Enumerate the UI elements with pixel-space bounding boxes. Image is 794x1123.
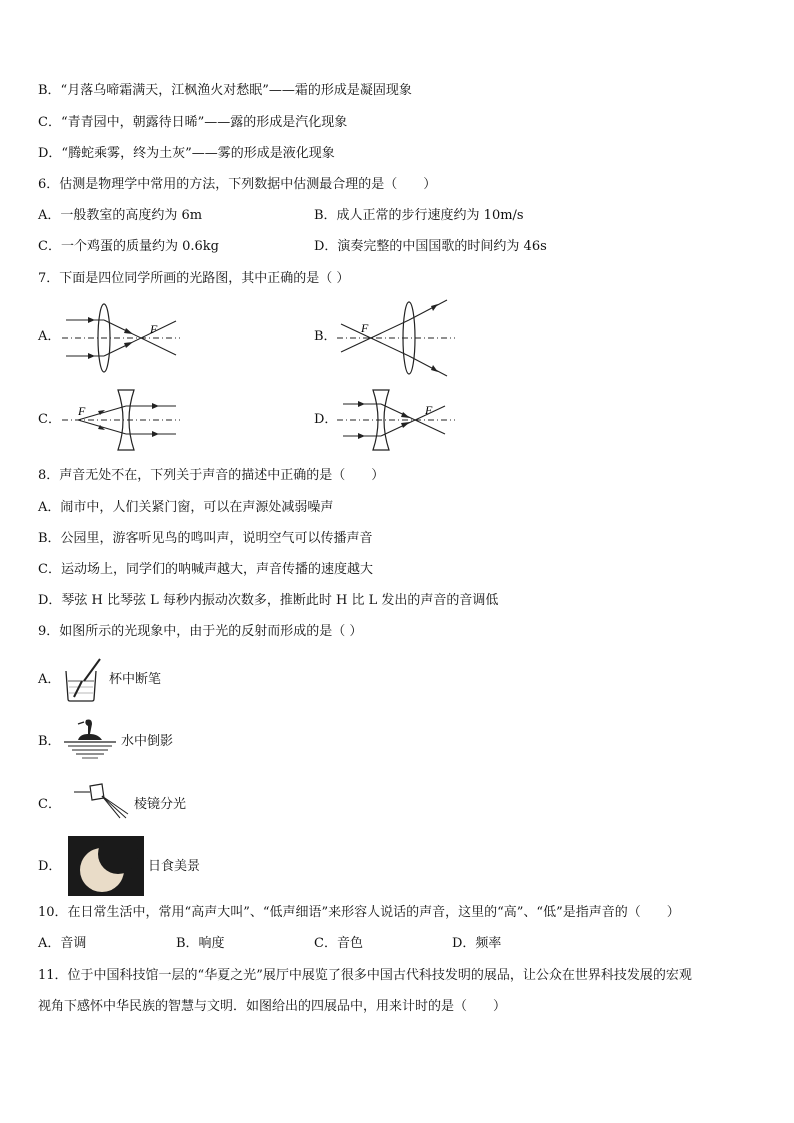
q9-label-b: B． — [38, 734, 61, 749]
q11-stem-line1: 11．位于中国科技馆一层的“华夏之光”展厅中展览了很多中国古代科技发明的展品，让公众在世界科技发展的宏观 — [38, 968, 692, 983]
q9-stem: 9．如图所示的光现象中，由于光的反射而形成的是（ ） — [38, 624, 363, 639]
q7-diagram-d — [333, 386, 458, 456]
q8-option-d: D．琴弦 H 比琴弦 L 每秒内振动次数多，推断此时 H 比 L 发出的声音的音调低 — [38, 593, 499, 608]
q7-label-d: D． — [314, 412, 338, 427]
q10-stem: 10．在日常生活中，常用“高声大叫”、“低声细语”来形容人说话的声音，这里的“高”、“低”是指声音的（ ） — [38, 905, 680, 920]
q8-stem: 8．声音无处不在，下列关于声音的描述中正确的是（ ） — [38, 468, 385, 483]
q10-option-a: A．音调 — [38, 936, 87, 951]
q9-image-solar-eclipse — [68, 836, 144, 896]
q9-label-a: A． — [38, 672, 61, 687]
q5-option-c: C．“青青园中，朝露待日晞”——露的形成是汽化现象 — [38, 115, 348, 130]
q9-image-pencil-in-cup — [62, 657, 106, 703]
q9-image-duck-reflection — [62, 716, 118, 762]
q6-stem: 6．估测是物理学中常用的方法，下列数据中估测最合理的是（ ） — [38, 177, 437, 192]
q10-option-d: D．频率 — [452, 936, 502, 951]
q7-d-focus: F — [425, 403, 433, 417]
q9-label-c: C． — [38, 797, 61, 812]
q7-diagram-a — [58, 300, 183, 376]
q7-c-focus: F — [78, 404, 86, 418]
q9-image-prism — [72, 778, 130, 820]
q9-label-d: D． — [38, 859, 62, 874]
q9-caption-b: 水中倒影 — [121, 734, 174, 749]
q9-caption-d: 日食美景 — [148, 859, 201, 874]
q7-diagram-c — [58, 386, 183, 456]
q9-caption-c: 棱镜分光 — [134, 797, 187, 812]
q7-label-a: A． — [38, 329, 61, 344]
q5-option-b: B．“月落乌啼霜满天，江枫渔火对愁眠”——霜的形成是凝固现象 — [38, 83, 412, 98]
q11-stem-line2: 视角下感怀中华民族的智慧与文明．如图给出的四展品中，用来计时的是（ ） — [38, 999, 507, 1014]
q7-label-c: C． — [38, 412, 61, 427]
q8-option-b: B．公园里，游客听见鸟的鸣叫声，说明空气可以传播声音 — [38, 531, 373, 546]
q9-caption-a: 杯中断笔 — [109, 672, 162, 687]
q7-a-focus: F — [150, 322, 158, 336]
q8-option-a: A．闹市中，人们关紧门窗，可以在声源处减弱噪声 — [38, 500, 334, 515]
q7-b-focus: F — [361, 321, 369, 335]
q6-option-b: B．成人正常的步行速度约为 10m/s — [314, 208, 524, 223]
q10-option-c: C．音色 — [314, 936, 363, 951]
q7-diagram-b — [333, 296, 458, 382]
q8-option-c: C．运动场上，同学们的呐喊声越大，声音传播的速度越大 — [38, 562, 373, 577]
q5-option-d: D．“腾蛇乘雾，终为土灰”——雾的形成是液化现象 — [38, 146, 335, 161]
q7-stem: 7．下面是四位同学所画的光路图，其中正确的是（ ） — [38, 271, 350, 286]
q6-option-c: C．一个鸡蛋的质量约为 0.6kg — [38, 239, 219, 254]
q6-option-a: A．一般教室的高度约为 6m — [38, 208, 203, 223]
q7-label-b: B． — [314, 329, 337, 344]
q6-option-d: D．演奏完整的中国国歌的时间约为 46s — [314, 239, 547, 254]
q10-option-b: B．响度 — [176, 936, 225, 951]
